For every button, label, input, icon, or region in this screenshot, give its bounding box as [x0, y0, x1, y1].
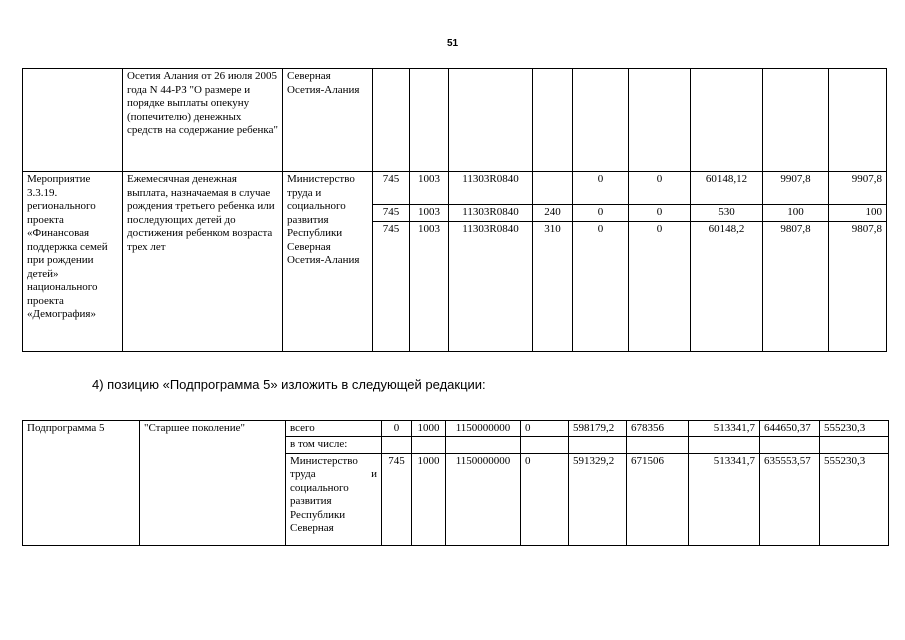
- section-heading: 4) позицию «Подпрограмма 5» изложить в следующей редакции:: [92, 377, 486, 392]
- grbs-cell: 745: [373, 222, 410, 352]
- value-cell: 530: [691, 205, 763, 222]
- value-cell: 513341,7: [689, 421, 760, 437]
- cell: [569, 436, 627, 453]
- table-row: [23, 69, 887, 172]
- rzpr-cell: 1000: [412, 453, 446, 545]
- grbs-cell: 745: [382, 453, 412, 545]
- value-cell: 9907,8: [763, 172, 829, 205]
- value-cell: 9807,8: [829, 222, 887, 352]
- executor: Северная Осетия-Алания: [283, 69, 373, 172]
- measure-description: Ежемесячная денежная выплата, назначаемая в случае рождения третьего ребенка или последующих детей до достижения ребенком возраста трех лет: [123, 172, 283, 352]
- cell: [446, 436, 521, 453]
- vr-cell: 0: [521, 453, 569, 545]
- cell: [829, 69, 887, 172]
- ministry-label-line: труда: [290, 468, 316, 480]
- value-cell: 100: [763, 205, 829, 222]
- csr-cell: 11303R0840: [449, 222, 533, 352]
- ministry-label-line: развития: [290, 495, 332, 507]
- program-table: [22, 68, 887, 352]
- cell: [629, 69, 691, 172]
- grbs-cell: 0: [382, 421, 412, 437]
- cell: [533, 69, 573, 172]
- rzpr-cell: 1000: [412, 421, 446, 437]
- value-cell: 555230,3: [820, 421, 889, 437]
- csr-cell: 1150000000: [446, 453, 521, 545]
- value-cell: 671506: [627, 453, 689, 545]
- grbs-cell: 745: [373, 205, 410, 222]
- cell: [373, 69, 410, 172]
- value-cell: 60148,2: [691, 222, 763, 352]
- csr-cell: 11303R0840: [449, 172, 533, 205]
- ministry-label-line: социального: [290, 481, 349, 494]
- vr-cell: 310: [533, 222, 573, 352]
- rzpr-cell: 1003: [410, 172, 449, 205]
- vr-cell: 240: [533, 205, 573, 222]
- vr-cell: [533, 172, 573, 205]
- value-cell: 678356: [627, 421, 689, 437]
- value-cell: 555230,3: [820, 453, 889, 545]
- cell: [410, 69, 449, 172]
- cell: [691, 69, 763, 172]
- cell: [23, 69, 123, 172]
- subprogram-name: Подпрограмма 5: [23, 421, 140, 546]
- table-row: [23, 172, 887, 205]
- cell: [382, 436, 412, 453]
- measure-description: Осетия Алания от 26 июля 2005 года N 44-РЗ "О размере и порядке выплаты опекуну (попечителю) денежных средств на содержание ребенка": [123, 69, 283, 172]
- value-cell: 0: [629, 172, 691, 205]
- incl-label: в том числе:: [286, 436, 382, 453]
- value-cell: 0: [573, 172, 629, 205]
- value-cell: 9907,8: [829, 172, 887, 205]
- cell: [689, 436, 760, 453]
- value-cell: 100: [829, 205, 887, 222]
- value-cell: 0: [573, 222, 629, 352]
- rzpr-cell: 1003: [410, 205, 449, 222]
- subprogram-title: "Старшее поколение": [140, 421, 286, 546]
- event-name: Мероприятие 3.3.19. регионального проекта «Финансовая поддержка семей при рождении детей» национального проекта «Демография»: [23, 172, 123, 352]
- value-cell: 644650,37: [760, 421, 820, 437]
- cell: [627, 436, 689, 453]
- value-cell: 0: [629, 205, 691, 222]
- value-cell: 60148,12: [691, 172, 763, 205]
- subprogram-table: [22, 420, 889, 546]
- executor: Министерство труда и социального развития Республики Северная Осетия-Алания: [283, 172, 373, 352]
- cell: [573, 69, 629, 172]
- cell: [449, 69, 533, 172]
- csr-cell: 11303R0840: [449, 205, 533, 222]
- value-cell: 635553,57: [760, 453, 820, 545]
- vr-cell: 0: [521, 421, 569, 437]
- ministry-label: [286, 453, 382, 545]
- cell: [763, 69, 829, 172]
- grbs-cell: 745: [373, 172, 410, 205]
- value-cell: 591329,2: [569, 453, 627, 545]
- page-number: 51: [446, 38, 459, 49]
- ministry-label-line: Министерство: [290, 454, 358, 467]
- cell: [760, 436, 820, 453]
- cell: [820, 436, 889, 453]
- value-cell: 0: [629, 222, 691, 352]
- value-cell: 513341,7: [689, 453, 760, 545]
- value-cell: 0: [573, 205, 629, 222]
- ministry-label-line: Северная: [290, 522, 334, 534]
- cell: [521, 436, 569, 453]
- value-cell: 598179,2: [569, 421, 627, 437]
- rzpr-cell: 1003: [410, 222, 449, 352]
- ministry-label-line: Республики: [290, 508, 346, 521]
- value-cell: 9807,8: [763, 222, 829, 352]
- ministry-label-line: и: [371, 468, 377, 480]
- csr-cell: 1150000000: [446, 421, 521, 437]
- table-row: [23, 421, 889, 437]
- cell: [412, 436, 446, 453]
- total-label: всего: [286, 421, 382, 437]
